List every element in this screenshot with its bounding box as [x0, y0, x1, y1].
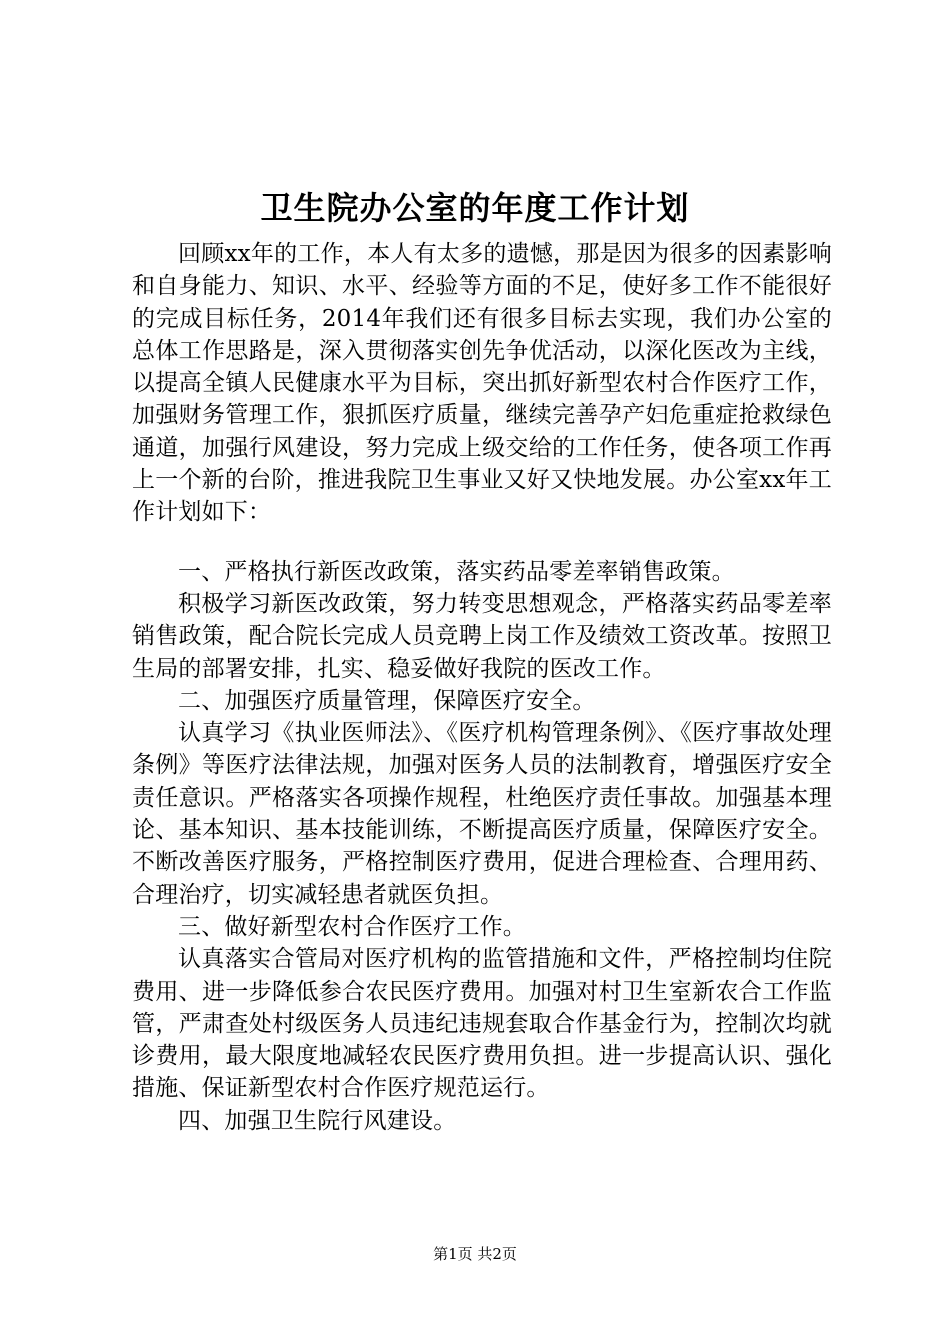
document-body	[132, 238, 832, 1137]
section-heading-3: 三、做好新型农村合作医疗工作。	[178, 913, 526, 940]
document-title: 卫生院办公室的年度工作计划	[260, 189, 690, 227]
section-paragraph-1: 积极学习新医改政策，努力转变思想观念，严格落实药品零差率销售政策，配合院长完成人员竞聘上岗工作及绩效工资改革。按照卫生局的部署安排，扎实、稳妥做好我院的医改工作。	[132, 590, 832, 682]
intro-paragraph: 回顾xx年的工作，本人有太多的遗憾，那是因为很多的因素影响和自身能力、知识、水平、经验等方面的不足，使好多工作不能很好的完成目标任务，2014年我们还有很多目标去实现，我们办公室的总体工作思路是，深入贯彻落实创先争优活动，以深化医改为主线，以提高全镇人民健康水平为目标，突出抓好新型农村合作医疗工作，加强财务管理工作，狠抓医疗质量，继续完善孕产妇危重症抢救绿色通道，加强行风建设，努力完成上级交给的工作任务，使各项工作再上一个新的台阶，推进我院卫生事业又好又快地发展。办公室xx年工作计划如下：	[132, 241, 832, 526]
section-paragraph-2: 认真学习《执业医师法》、《医疗机构管理条例》、《医疗事故处理条例》等医疗法律法规，加强对医务人员的法制教育，增强医疗安全责任意识。严格落实各项操作规程，杜绝医疗责任事故。加强基本理论、基本知识、基本技能训练，不断提高医疗质量，保障医疗安全。不断改善医疗服务，严格控制医疗费用，促进合理检查、合理用药、合理治疗，切实减轻患者就医负担。	[132, 720, 832, 908]
section-paragraph-3: 认真落实合管局对医疗机构的监管措施和文件，严格控制均住院费用、进一步降低参合农民医疗费用。加强对村卫生室新农合工作监管，严肃查处村级医务人员违纪违规套取合作基金行为，控制次均就诊费用，最大限度地减轻农民医疗费用负担。进一步提高认识、强化措施、保证新型农村合作医疗规范运行。	[132, 946, 832, 1102]
page-footer: 第1页 共2页	[433, 1245, 517, 1263]
section-heading-2: 二、加强医疗质量管理，保障医疗安全。	[178, 687, 596, 714]
section-heading-1: 一、严格执行新医改政策，落实药品零差率销售政策。	[178, 558, 735, 585]
section-heading-4: 四、加强卫生院行风建设。	[178, 1107, 457, 1134]
